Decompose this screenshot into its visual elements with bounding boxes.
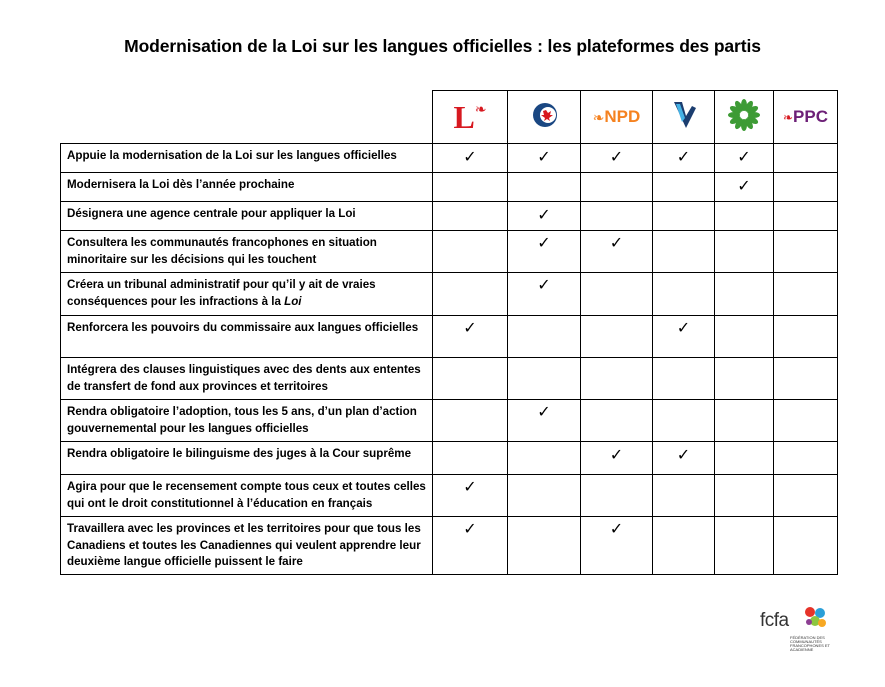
party-conservative [508, 91, 581, 144]
check-cell-bloc [653, 316, 715, 358]
criterion-row [61, 202, 838, 231]
fcfa-logo [760, 604, 830, 654]
check-mark-icon: ✓ [737, 149, 751, 166]
fcfa-logo-subtext: FÉDÉRATION DES COMMUNAUTÉS FRANCOPHONES ET ACADIENNE [790, 635, 830, 652]
party-ndp [581, 91, 653, 144]
criterion-label [61, 202, 433, 231]
criterion-label [61, 144, 433, 173]
check-mark-icon: ✓ [537, 207, 551, 224]
green-logo-icon [727, 98, 761, 132]
check-mark-icon: ✓ [737, 178, 751, 195]
check-cell-liberal [433, 316, 508, 358]
check-cell-bloc [653, 475, 715, 517]
criterion-text: Consultera les communautés francophones en situation minoritaire sur les décisions qui les touchent [67, 236, 377, 266]
criterion-text: Intégrera des clauses linguistiques avec des dents aux ententes de transfert de fond aux provinces et territoires [67, 363, 421, 393]
check-cell-ndp [581, 442, 653, 475]
criterion-text: Travaillera avec les provinces et les territoires pour que tous les Canadiens et toutes les Canadiennes qui veulent apprendre leur deuxième langue officielle puissent le faire [67, 522, 421, 568]
check-cell-bloc [653, 400, 715, 442]
check-cell-conservative [508, 316, 581, 358]
check-mark-icon: ✓ [537, 149, 551, 166]
check-cell-green [715, 231, 774, 273]
check-cell-ppc [774, 173, 838, 202]
check-cell-liberal [433, 144, 508, 173]
check-mark-icon: ✓ [463, 320, 477, 337]
check-cell-ndp [581, 144, 653, 173]
check-cell-green [715, 202, 774, 231]
criterion-row [61, 475, 838, 517]
criterion-text: Désignera une agence centrale pour appliquer la Loi [67, 207, 356, 220]
page-title: Modernisation de la Loi sur les langues officielles : les plateformes des partis [124, 36, 761, 56]
criterion-text-emphasis: Loi [284, 294, 302, 308]
criterion-text: Rendra obligatoire l’adoption, tous les 5 ans, d’un plan d’action gouvernemental pour les langues officielles [67, 405, 417, 435]
check-cell-liberal [433, 442, 508, 475]
check-cell-conservative [508, 144, 581, 173]
criterion-text: Renforcera les pouvoirs du commissaire aux langues officielles [67, 321, 419, 334]
criterion-text: Rendra obligatoire le bilinguisme des juges à la Cour suprême [67, 447, 412, 460]
bloc-logo-icon [670, 98, 698, 132]
check-cell-conservative [508, 442, 581, 475]
check-cell-green [715, 442, 774, 475]
criterion-row [61, 442, 838, 475]
check-cell-conservative [508, 400, 581, 442]
check-cell-ppc [774, 358, 838, 400]
check-mark-icon: ✓ [609, 447, 624, 464]
ndp-logo-icon: ❧NPD [592, 107, 641, 126]
check-cell-ndp [581, 358, 653, 400]
check-cell-ppc [774, 231, 838, 273]
criterion-text: Créera un tribunal administratif pour qu’il y ait de vraies conséquences pour les infractions à la [67, 278, 376, 308]
check-cell-bloc [653, 442, 715, 475]
check-cell-conservative [508, 475, 581, 517]
criterion-label [61, 316, 433, 358]
check-cell-green [715, 400, 774, 442]
check-cell-conservative [508, 202, 581, 231]
conservative-logo-icon [529, 100, 559, 130]
party-bloc [653, 91, 715, 144]
check-cell-green [715, 144, 774, 173]
liberal-logo-icon: L❧ [453, 99, 487, 135]
check-cell-liberal [433, 231, 508, 273]
check-cell-ppc [774, 144, 838, 173]
check-mark-icon: ✓ [609, 521, 624, 538]
check-cell-bloc [653, 202, 715, 231]
check-cell-bloc [653, 231, 715, 273]
ppc-logo-icon: ❧PPC [782, 107, 829, 126]
check-mark-icon: ✓ [463, 149, 477, 166]
check-mark-icon: ✓ [537, 277, 551, 294]
check-cell-liberal [433, 202, 508, 231]
check-cell-ndp [581, 231, 653, 273]
check-cell-bloc [653, 144, 715, 173]
check-cell-ndp [581, 316, 653, 358]
party-liberal [433, 91, 508, 144]
criterion-label [61, 173, 433, 202]
criterion-row [61, 358, 838, 400]
check-cell-ppc [774, 273, 838, 316]
check-cell-conservative [508, 273, 581, 316]
criterion-row [61, 316, 838, 358]
party-ppc [774, 91, 838, 144]
criterion-label [61, 475, 433, 517]
check-cell-ndp [581, 475, 653, 517]
check-mark-icon: ✓ [463, 521, 477, 538]
criterion-label [61, 517, 433, 575]
criterion-label [61, 273, 433, 316]
check-cell-green [715, 173, 774, 202]
check-cell-liberal [433, 400, 508, 442]
check-cell-ppc [774, 400, 838, 442]
check-cell-bloc [653, 517, 715, 575]
check-cell-liberal [433, 517, 508, 575]
check-mark-icon: ✓ [537, 235, 551, 252]
check-cell-conservative [508, 173, 581, 202]
check-cell-ndp [581, 173, 653, 202]
check-cell-bloc [653, 173, 715, 202]
criterion-text: Agira pour que le recensement compte tous ceux et toutes celles qui ont le droit constitutionnel à l’éducation en français [67, 480, 426, 510]
header-corner [61, 91, 433, 144]
criterion-text: Appuie la modernisation de la Loi sur les langues officielles [67, 149, 397, 162]
criterion-label [61, 442, 433, 475]
check-mark-icon: ✓ [609, 149, 624, 166]
check-cell-conservative [508, 231, 581, 273]
fcfa-logo-icon [800, 604, 830, 634]
check-cell-green [715, 475, 774, 517]
check-mark-icon: ✓ [676, 447, 691, 464]
check-cell-ndp [581, 273, 653, 316]
check-cell-bloc [653, 273, 715, 316]
party-green [715, 91, 774, 144]
check-cell-ppc [774, 517, 838, 575]
criterion-label [61, 400, 433, 442]
check-cell-ndp [581, 400, 653, 442]
check-cell-liberal [433, 173, 508, 202]
check-cell-green [715, 273, 774, 316]
check-cell-liberal [433, 358, 508, 400]
check-cell-conservative [508, 517, 581, 575]
criterion-row [61, 517, 838, 575]
criterion-label [61, 231, 433, 273]
criterion-label [61, 358, 433, 400]
criterion-row [61, 144, 838, 173]
check-cell-green [715, 316, 774, 358]
criterion-row [61, 273, 838, 316]
criterion-row [61, 400, 838, 442]
fcfa-logo-text: fcfa [760, 610, 789, 631]
check-cell-liberal [433, 475, 508, 517]
check-cell-liberal [433, 273, 508, 316]
check-cell-ndp [581, 517, 653, 575]
criterion-text: Modernisera la Loi dès l’année prochaine [67, 178, 295, 191]
check-cell-bloc [653, 358, 715, 400]
criterion-row [61, 231, 838, 273]
criterion-row [61, 173, 838, 202]
check-mark-icon: ✓ [463, 479, 477, 496]
check-cell-ppc [774, 202, 838, 231]
check-cell-ppc [774, 475, 838, 517]
check-cell-green [715, 517, 774, 575]
check-cell-green [715, 358, 774, 400]
check-cell-ndp [581, 202, 653, 231]
check-cell-ppc [774, 442, 838, 475]
check-mark-icon: ✓ [676, 320, 691, 337]
check-mark-icon: ✓ [609, 235, 624, 252]
check-cell-conservative [508, 358, 581, 400]
check-cell-ppc [774, 316, 838, 358]
platform-table [60, 90, 838, 575]
check-mark-icon: ✓ [676, 149, 691, 166]
party-header-row [61, 91, 838, 144]
check-mark-icon: ✓ [537, 404, 551, 421]
